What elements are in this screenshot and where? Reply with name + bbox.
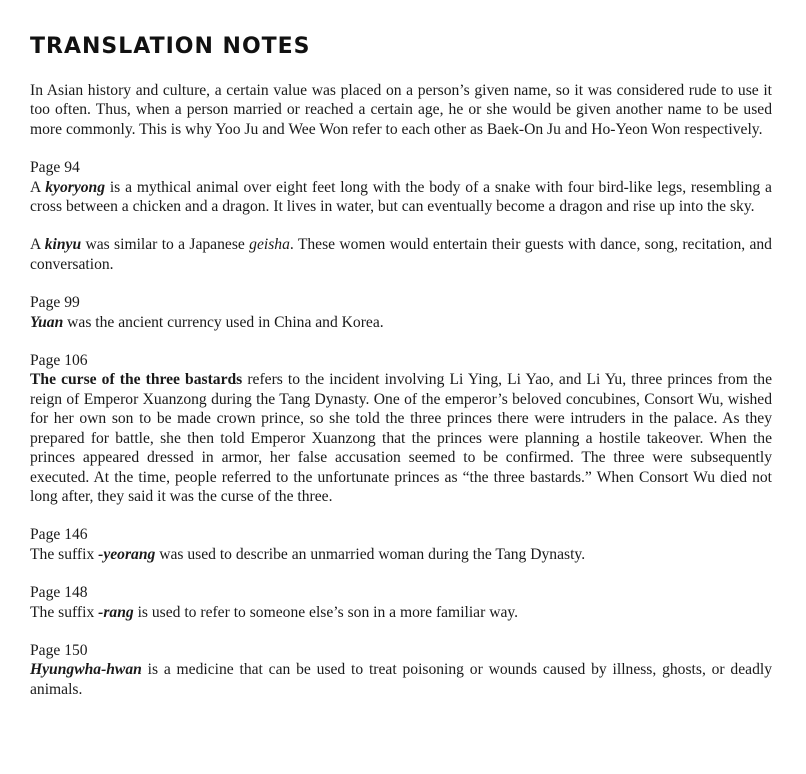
entry-text: was similar to a Japanese: [81, 236, 250, 254]
term-kinyu: kinyu: [44, 236, 82, 254]
page-reference: Page 148: [30, 584, 88, 602]
note-page-146: [30, 525, 772, 564]
term-rang: -rang: [98, 603, 134, 621]
note-entry-kyoryong: [30, 178, 772, 217]
term-kyoryong: kyoryong: [45, 178, 106, 196]
entry-text: is a mythical animal over eight feet long with the body of a snake with four bird-like legs, resembling a cross between a chicken and a dragon. It lives in water, but can eventually become a dragon and rise up into the sky.: [30, 178, 772, 216]
page-reference: Page 106: [30, 352, 88, 370]
note-page-99: [30, 293, 772, 332]
term-geisha: geisha: [249, 236, 290, 254]
entry-text: . These women would entertain their guests with dance, song, recitation, and conversation.: [30, 236, 772, 273]
term-yeorang: -yeorang: [98, 545, 156, 563]
note-entry-curse: [30, 370, 772, 506]
note-page-106: [30, 351, 772, 506]
note-entry-rang: [30, 603, 772, 622]
note-page-150: [30, 641, 772, 699]
entry-text: is used to refer to someone else’s son in a more familiar way.: [133, 603, 519, 621]
entry-text: was used to describe an unmarried woman during the Tang Dynasty.: [155, 545, 586, 563]
entry-prefix: A: [30, 178, 46, 196]
note-page-94: [30, 158, 772, 216]
page-reference: Page 146: [30, 526, 88, 544]
entry-prefix: A: [30, 236, 45, 254]
entry-text: was the ancient currency used in China and Korea.: [63, 313, 384, 331]
note-entry-yuan: [30, 313, 772, 332]
entry-prefix: The suffix: [30, 603, 99, 621]
note-entry-yeorang: [30, 545, 772, 564]
note-entry-hyungwha-hwan: [30, 660, 772, 699]
term-curse-of-three-bastards: The curse of the three bastards: [30, 371, 243, 389]
note-entry-kinyu: [30, 235, 772, 274]
page-reference: Page 99: [30, 294, 80, 312]
note-page-94-kinyu: [30, 235, 772, 274]
page-reference: Page 150: [30, 641, 88, 659]
translation-notes-page: [30, 34, 772, 699]
page-reference: Page 94: [30, 159, 80, 177]
term-yuan: Yuan: [30, 313, 64, 331]
term-hyungwha-hwan: Hyungwha-hwan: [30, 661, 142, 679]
intro-paragraph: In Asian history and culture, a certain value was placed on a person’s given name, so it was considered rude to use it too often. Thus, when a person married or reached a certain age, he or she would be given another name to be used more commonly. This is why Yoo Ju and Wee Won refer to each other as Baek-On Ju and Ho-Yeon Won respectively.: [30, 82, 772, 138]
entry-text: is a medicine that can be used to treat poisoning or wounds caused by illness, ghosts, or deadly animals.: [30, 661, 772, 698]
entry-text: refers to the incident involving Li Ying, Li Yao, and Li Yu, three princes from the reign of Emperor Xuanzong during the Tang Dynasty. One of the emperor’s beloved concubines, Consort Wu, wished for her own son to be made crown prince, so she told the three princes there were intruders in the palace. As they prepared for battle, she then told Emperor Xuanzong that the princes were planning a hostile takeover. When the princes appeared dressed in armor, her false accusation seemed to be confirmed. The three were subsequently executed. At the time, people referred to the unfortunate princes as “the three bastards.” When Consort Wu died not long after, they said it was the curse of the three.: [30, 371, 772, 505]
note-page-148: [30, 583, 772, 622]
entry-prefix: The suffix: [30, 545, 99, 563]
page-title: TRANSLATION NOTES: [30, 34, 311, 59]
